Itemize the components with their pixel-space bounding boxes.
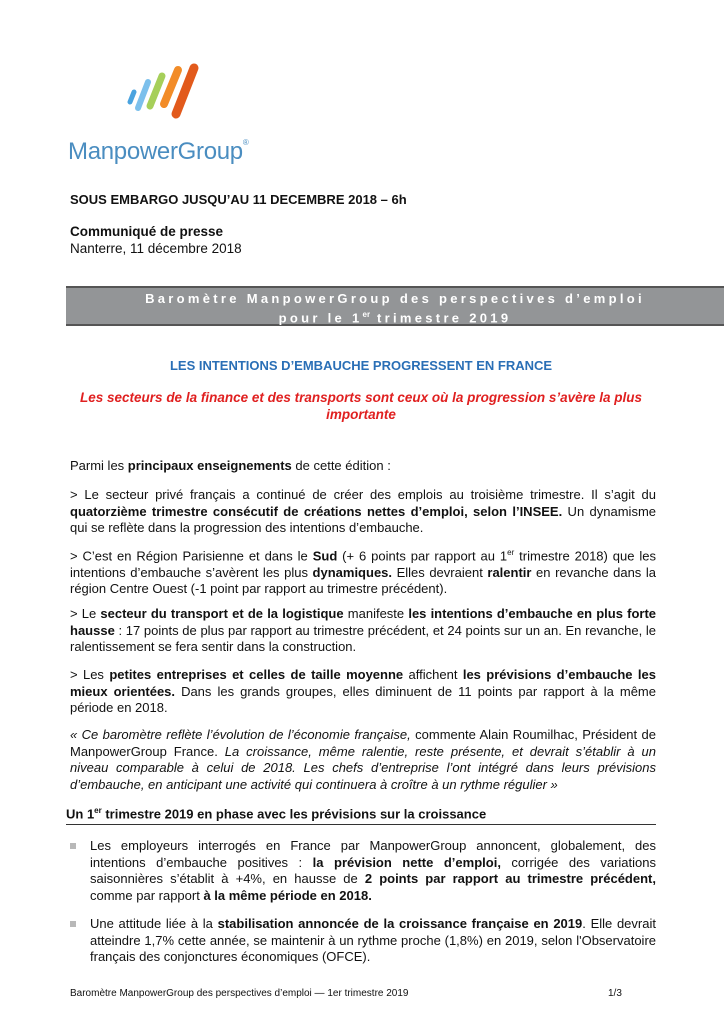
location-date: Nanterre, 11 décembre 2018 <box>70 241 242 256</box>
banner-line-2: pour le 1er trimestre 2019 <box>278 310 512 326</box>
headline: LES INTENTIONS D’EMBAUCHE PROGRESSENT EN FRANCE <box>169 358 553 373</box>
footer-title: Baromètre ManpowerGroup des perspectives d’emploi — 1er trimestre 2019 <box>70 988 409 999</box>
embargo-notice: SOUS EMBARGO JUSQU’AU 11 DECEMBRE 2018 – 6h <box>70 192 407 207</box>
press-label: Communiqué de presse <box>70 224 224 239</box>
bullet-1-paragraph: Les employeurs interrogés en France par ManpowerGroup annoncent, globalement, des intentions d’embauche positives : la prévision nette d’emploi, corrigée des variations saisonnières s’établit à +4%, en hausse de 2 points par rapport au trimestre précédent, comme par rapport à la même période en 2018. <box>90 838 656 903</box>
bullet-square-icon <box>70 921 76 927</box>
subheadline: Les secteurs de la finance et des transports sont ceux où la progression s’avère la plus importante <box>80 390 642 422</box>
title-banner <box>66 286 724 326</box>
point-1-paragraph: > Le secteur privé français a continué de créer des emplois au troisième trimestre. Il s’agit du quatorzième trimestre consécutif de créations nettes d’emploi, selon l’INSEE. Un dynamisme qui se reflète dans la progression des intentions d’embauche. <box>70 487 656 535</box>
banner-line-1: Baromètre ManpowerGroup des perspectives d’emploi <box>145 291 645 306</box>
point-2-paragraph: > C’est en Région Parisienne et dans le Sud (+ 6 points par rapport au 1er trimestre 2018) que les intentions d’embauche s’avèrent les plus dynamiques. Elles devraient ralentir en revanche dans la région Centre Ouest (-1 point par rapport au trimestre précédent). <box>70 548 656 597</box>
bullet-square-icon <box>70 843 76 849</box>
point-3-paragraph: > Le secteur du transport et de la logistique manifeste les intentions d’embauche en plus forte hausse : 17 points de plus par rapport au trimestre précédent, et 24 points sur un an. En revanche, le ralentissement se fera sentir dans la construction. <box>70 606 657 654</box>
quote-paragraph: « Ce baromètre reflète l’évolution de l’économie française, commente Alain Roumilhac, Président de ManpowerGroup France. La croissance, même ralentie, reste présente, et devrait s’établir à un niveau comparable à celui de 2018. Les chefs d’entreprise l’ont intégré dans leurs prévisions d’embauche, en anticipant une activité qui continuera à croître à un rythme régulier » <box>70 727 656 792</box>
point-4-paragraph: > Les petites entreprises et celles de taille moyenne affichent les prévisions d’embauche les mieux orientées. Dans les grands groupes, elles diminuent de 11 points par rapport à la même période en 2018. <box>70 667 656 715</box>
intro-paragraph: Parmi les principaux enseignements de cette édition : <box>70 458 391 473</box>
page-number: 1/3 <box>608 988 622 999</box>
section-heading: Un 1er trimestre 2019 en phase avec les prévisions sur la croissance <box>66 806 656 825</box>
press-header <box>70 223 242 257</box>
bullet-2-paragraph: Une attitude liée à la stabilisation annoncée de la croissance française en 2019. Elle devrait atteindre 1,7% cette année, se maintenir à un rythme proche (1,8%) en 2019, selon l'Observatoire français des conjonctures économiques (OFCE). <box>90 916 656 964</box>
logo-wordmark: ManpowerGroup® <box>68 138 249 165</box>
